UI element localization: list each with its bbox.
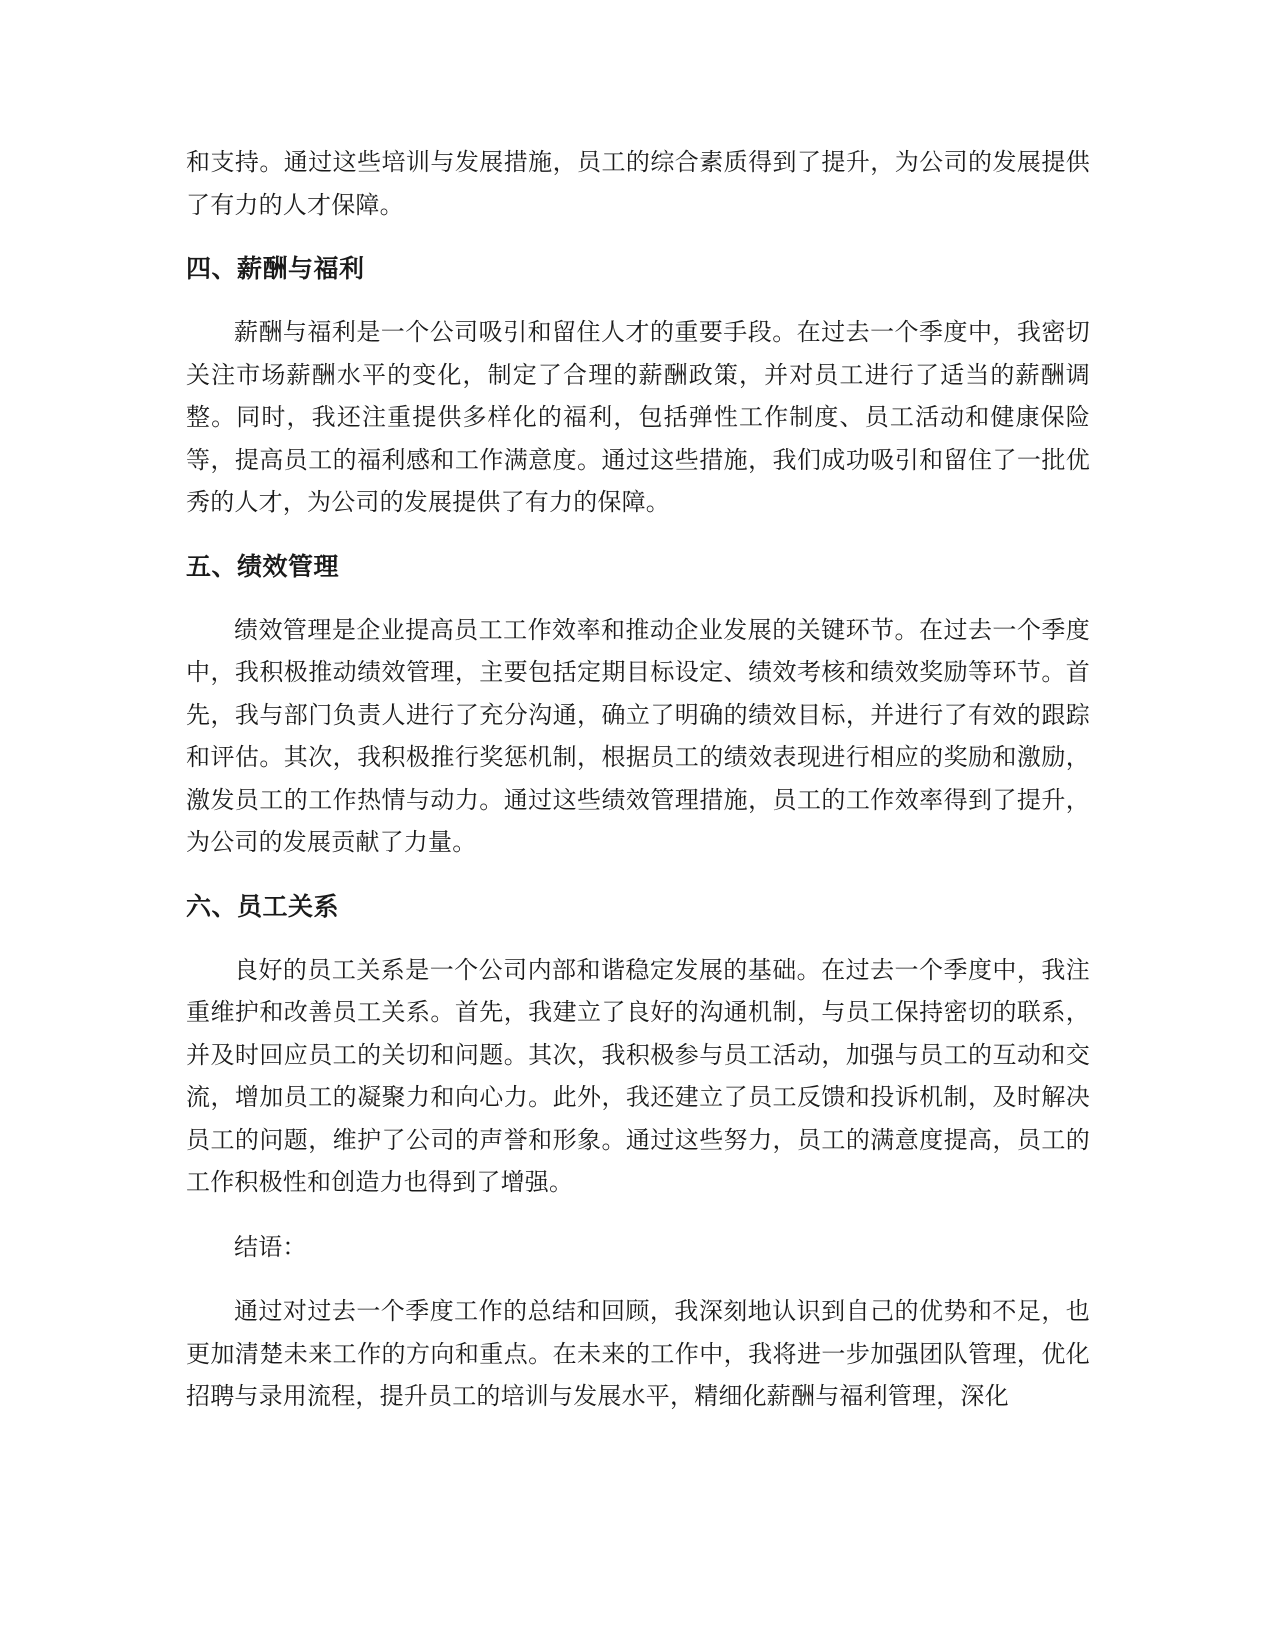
heading-compensation: 四、薪酬与福利: [186, 254, 365, 283]
document-page: [186, 141, 1090, 1418]
paragraph-performance: 绩效管理是企业提高员工工作效率和推动企业发展的关键环节。在过去一个季度中，我积极推动绩效管理，主要包括定期目标设定、绩效考核和绩效奖励等环节。首先，我与部门负责人进行了充分沟通，确立了明确的绩效目标，并进行了有效的跟踪和评估。其次，我积极推行奖惩机制，根据员工的绩效表现进行相应的奖励和激励，激发员工的工作热情与动力。通过这些绩效管理措施，员工的工作效率得到了提升，为公司的发展贡献了力量。: [186, 615, 1090, 856]
paragraph-training-conclusion: 和支持。通过这些培训与发展措施，员工的综合素质得到了提升，为公司的发展提供了有力的人才保障。: [186, 148, 1090, 219]
paragraph-compensation: 薪酬与福利是一个公司吸引和留住人才的重要手段。在过去一个季度中，我密切关注市场薪酬水平的变化，制定了合理的薪酬政策，并对员工进行了适当的薪酬调整。同时，我还注重提供多样化的福利，包括弹性工作制度、员工活动和健康保险等，提高员工的福利感和工作满意度。通过这些措施，我们成功吸引和留住了一批优秀的人才，为公司的发展提供了有力的保障。: [186, 318, 1090, 516]
heading-performance: 五、绩效管理: [186, 551, 340, 581]
paragraph-conclusion: 通过对过去一个季度工作的总结和回顾，我深刻地认识到自己的优势和不足，也更加清楚未来工作的方向和重点。在未来的工作中，我将进一步加强团队管理，优化招聘与录用流程，提升员工的培训与发展水平，精细化薪酬与福利管理，深化: [186, 1297, 1090, 1410]
heading-employee-relations: 六、员工关系: [186, 891, 340, 921]
paragraph-employee-relations: 良好的员工关系是一个公司内部和谐稳定发展的基础。在过去一个季度中，我注重维护和改善员工关系。首先，我建立了良好的沟通机制，与员工保持密切的联系，并及时回应员工的关切和问题。其次，我积极参与员工活动，加强与员工的互动和交流，增加员工的凝聚力和向心力。此外，我还建立了员工反馈和投诉机制，及时解决员工的问题，维护了公司的声誉和形象。通过这些努力，员工的满意度提高，员工的工作积极性和创造力也得到了增强。: [186, 955, 1090, 1196]
conclusion-label: 结语：: [234, 1232, 307, 1261]
